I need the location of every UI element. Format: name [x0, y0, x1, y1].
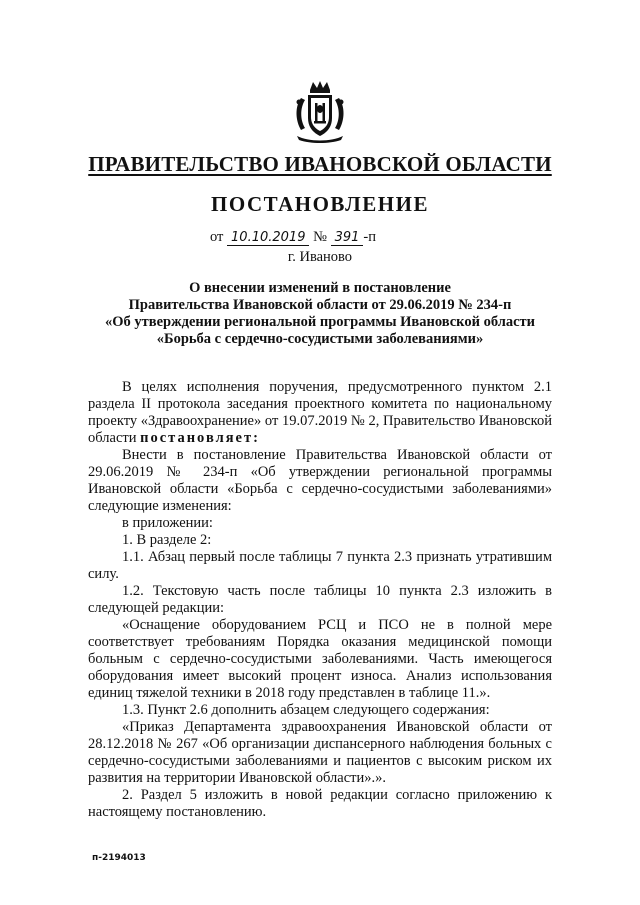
- resolution-keyword: постановляет:: [140, 430, 260, 446]
- paragraph-text: В целях исполнения поручения, предусмотренного пунктом 2.1 раздела II протокола заседания проектного комитета по национальному проекту «Здравоохранение» от 19.07.2019 № 2, Правительство Ивановской области: [88, 379, 552, 446]
- document-type: ПОСТАНОВЛЕНИЕ: [211, 192, 429, 216]
- paragraph: 1.2. Текстовую часть после таблицы 10 пункта 2.3 изложить в следующей редакции:: [88, 583, 552, 616]
- paragraph: Внести в постановление Правительства Ивановской области от 29.06.2019 № 234-п «Об утверждении региональной программы Ивановской области «Борьба с сердечно-сосудистыми заболеваниями» следующие изменения:: [88, 447, 552, 514]
- subject-line: О внесении изменений в постановление: [189, 280, 451, 296]
- paragraph: 1.1. Абзац первый после таблицы 7 пункта 2.3 признать утратившим силу.: [88, 549, 552, 582]
- ivanovo-coat-of-arms-icon: [293, 80, 347, 144]
- number-sign: №: [313, 229, 327, 245]
- subject-line: «Борьба с сердечно-сосудистыми заболеваниями»: [156, 331, 484, 347]
- date-value: 10.10.2019: [227, 230, 309, 246]
- number-suffix: -п: [363, 229, 376, 245]
- document-body: [88, 379, 552, 821]
- date-number-line: [210, 229, 376, 246]
- paragraph: [88, 379, 552, 447]
- government-title: ПРАВИТЕЛЬСТВО ИВАНОВСКОЙ ОБЛАСТИ: [88, 152, 552, 176]
- subject-line: «Об утверждении региональной программы Ивановской области: [104, 314, 536, 330]
- paragraph: «Оснащение оборудованием РСЦ и ПСО не в полной мере соответствует требованиям Порядка оказания медицинской помощи больным с сердечно-сосудистыми заболеваниями. Часть имеющегося оборудования имеет высокий процент износа. Анализ использования единиц тяжелой техники в 2018 году представлен в таблице 11.».: [88, 617, 552, 701]
- document-code: п-2194013: [92, 853, 146, 863]
- number-value: 391: [331, 230, 364, 246]
- document-subject: [60, 280, 580, 348]
- date-prefix: от: [210, 229, 224, 245]
- paragraph: 1.3. Пункт 2.6 дополнить абзацем следующего содержания:: [122, 702, 490, 718]
- paragraph: 1. В разделе 2:: [122, 532, 212, 548]
- paragraph: в приложении:: [122, 515, 213, 531]
- subject-line: Правительства Ивановской области от 29.06.2019 № 234-п: [128, 297, 512, 313]
- paragraph: 2. Раздел 5 изложить в новой редакции согласно приложению к настоящему постановлению.: [88, 787, 552, 820]
- city: г. Иваново: [287, 249, 353, 265]
- paragraph: «Приказ Департамента здравоохранения Ивановской области от 28.12.2018 № 267 «Об организации диспансерного наблюдения больных с сердечно-сосудистыми заболеваниями и пациентов с высоким риском их развития на территории Ивановской области».».: [88, 719, 552, 786]
